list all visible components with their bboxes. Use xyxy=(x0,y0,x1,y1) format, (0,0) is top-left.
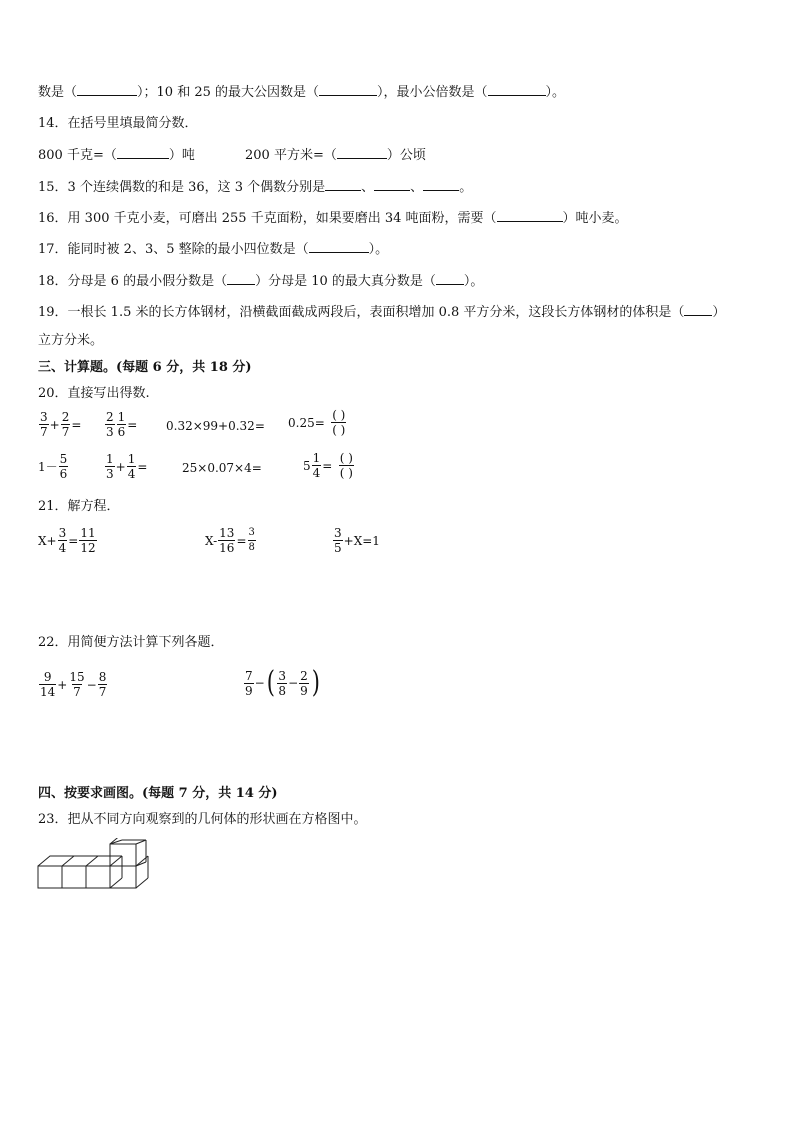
blank[interactable] xyxy=(374,177,410,191)
blank[interactable] xyxy=(423,177,459,191)
fraction: $\frac{( )}{( )}$ xyxy=(339,451,353,480)
fraction: $\frac{1}{4}$ xyxy=(312,451,321,480)
q23-title: 23．把从不同方向观察到的几何体的形状画在方格图中。 xyxy=(38,812,367,827)
q17: 17．能同时被 2、3、5 整除的最小四位数是（ ）。 xyxy=(38,239,388,259)
q21-eq-3: $\frac{3}{5}$ +X=1 xyxy=(334,526,380,555)
q20-expr-4: 0.25= $\frac{( )}{( )}$ xyxy=(288,408,353,437)
fraction: $\frac{5}{6}$ xyxy=(59,452,68,481)
q20-title: 20．直接写出得数. xyxy=(38,386,150,401)
blank[interactable] xyxy=(684,302,712,316)
q21-eq-1: X+ $\frac{3}{4}$ = $\frac{11}{12}$ xyxy=(38,526,96,555)
q15: 15．3 个连续偶数的和是 36，这 3 个偶数分别是 、 、 。 xyxy=(38,177,472,197)
fraction: $\frac{15}{7}$ xyxy=(69,670,85,699)
blank[interactable] xyxy=(337,145,387,159)
blank[interactable] xyxy=(325,177,361,191)
q14-a: 800 千克=（ ）吨 xyxy=(38,145,195,165)
fraction: $\frac{13}{16}$ xyxy=(219,526,235,555)
q20-expr-3: 0.32×99+0.32= xyxy=(166,419,265,433)
q13-tail: 数是（ ）；10 和 25 的最大公因数是（ ），最小公倍数是（ ）。 xyxy=(38,82,565,102)
q18: 18．分母是 6 的最小假分数是（ ）分母是 10 的最大真分数是（ ）。 xyxy=(38,271,483,291)
fraction: $\frac{9}{14}$ xyxy=(40,670,56,699)
q20-expr-8: 5 $\frac{1}{4}$ = $\frac{( )}{( )}$ xyxy=(303,451,360,480)
blank[interactable] xyxy=(436,271,464,285)
section-3-heading: 三、计算题。(每题 6 分，共 18 分) xyxy=(38,360,252,375)
fraction: $\frac{2}{9}$ xyxy=(300,668,308,698)
blank[interactable] xyxy=(77,82,137,96)
fraction: $\frac{1}{4}$ xyxy=(127,452,136,481)
q22-expr-2: $\frac{7}{9}$ − ( $\frac{3}{8}$ − $\frac{2}{9}$ ) xyxy=(245,665,320,700)
fraction: $\frac{2}{3}$ xyxy=(106,410,114,439)
blank[interactable] xyxy=(319,82,377,96)
q20-expr-7: 25×0.07×4= xyxy=(182,461,262,475)
fraction: $\frac{8}{7}$ xyxy=(98,670,107,699)
blank[interactable] xyxy=(497,208,563,222)
q14-title: 14．在括号里填最简分数． xyxy=(38,116,198,131)
fraction: $\frac{7}{9}$ xyxy=(245,668,253,698)
fraction: $\frac{1}{6}$ xyxy=(117,410,126,439)
section-4-heading: 四、按要求画图。(每题 7 分，共 14 分) xyxy=(38,786,278,801)
q22-title: 22．用简便方法计算下列各题． xyxy=(38,635,224,650)
q20-expr-2: $\frac{2}{3}$ $\frac{1}{6}$ = xyxy=(106,410,138,439)
blank[interactable] xyxy=(117,145,169,159)
q19: 19．一根长 1.5 米的长方体钢材，沿横截面截成两段后，表面积增加 0.8 平方分米，这段长方体钢材的体积是（ ） xyxy=(38,302,725,322)
q22-expr-1: $\frac{9}{14}$ + $\frac{15}{7}$ − $\frac{8}{7}$ xyxy=(40,670,107,699)
fraction: $\frac{3}{4}$ xyxy=(58,526,67,555)
q16: 16．用 300 千克小麦，可磨出 255 千克面粉，如果要磨出 34 吨面粉，需要（ ）吨小麦。 xyxy=(38,208,628,228)
fraction: $\frac{3}{7}$ xyxy=(40,410,48,439)
fraction: $\frac{1}{3}$ xyxy=(106,452,114,481)
fraction: $\frac{11}{12}$ xyxy=(80,526,96,555)
fraction: $\frac{3}{8}$ xyxy=(248,527,255,553)
cube-stack-figure xyxy=(36,838,158,892)
q20-expr-1: $\frac{3}{7}$ + $\frac{2}{7}$ = xyxy=(40,410,82,439)
blank[interactable] xyxy=(488,82,546,96)
fraction: $\frac{3}{8}$ xyxy=(278,668,287,698)
blank[interactable] xyxy=(309,239,369,253)
q21-title: 21．解方程． xyxy=(38,499,120,514)
q20-expr-5: 1－ $\frac{5}{6}$ xyxy=(38,452,68,481)
q19-cont: 立方分米。 xyxy=(38,333,104,348)
q14-b: 200 平方米=（ ）公顷 xyxy=(245,145,426,165)
q20-expr-6: $\frac{1}{3}$ + $\frac{1}{4}$ = xyxy=(106,452,148,481)
blank[interactable] xyxy=(227,271,255,285)
fraction: $\frac{3}{5}$ xyxy=(334,526,342,555)
fraction: $\frac{2}{7}$ xyxy=(61,410,70,439)
q21-eq-2: X- $\frac{13}{16}$ = $\frac{3}{8}$ xyxy=(205,526,255,555)
fraction: $\frac{( )}{( )}$ xyxy=(332,408,346,437)
